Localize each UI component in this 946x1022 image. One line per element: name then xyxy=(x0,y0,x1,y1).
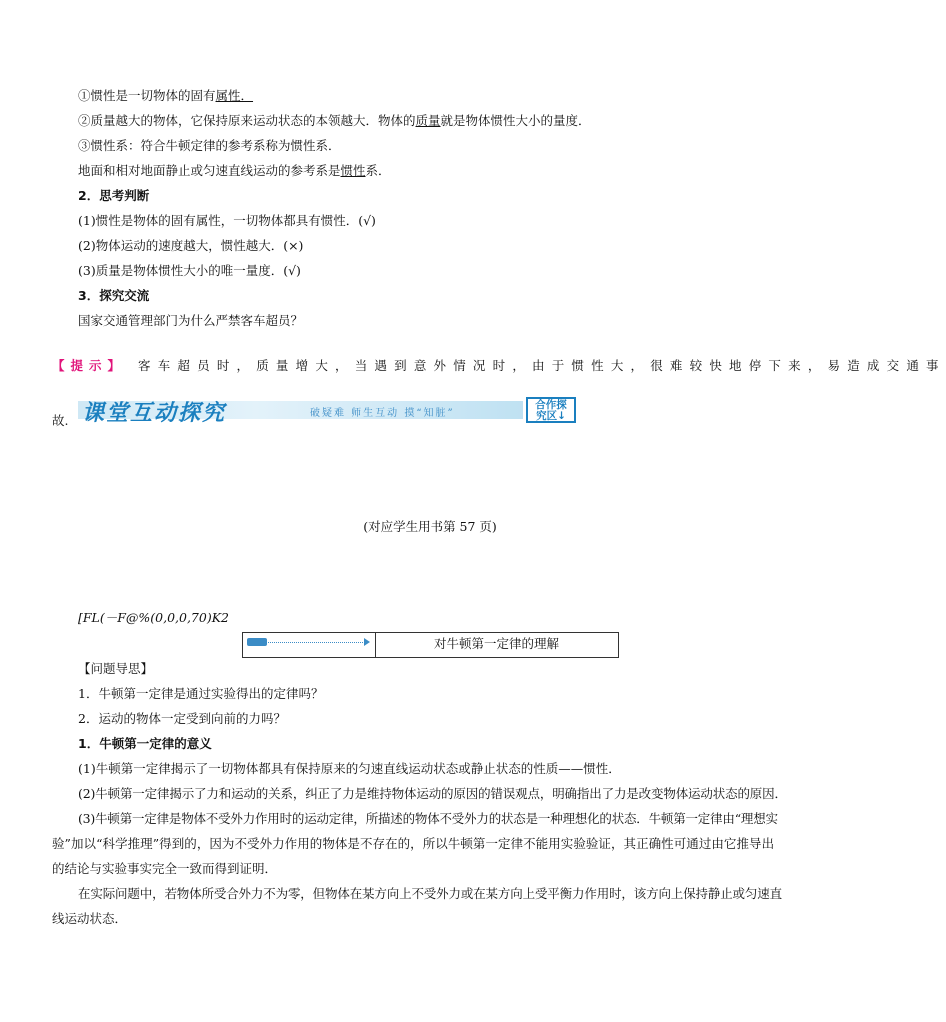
guide-question-2: 2．运动的物体一定受到向前的力吗？ xyxy=(78,711,286,726)
intro-line-4-tail: 系． xyxy=(365,163,391,178)
format-code-line: [FL(－F@%(0,0,0,70)K2 xyxy=(78,610,230,625)
tip-label: 【提示】 xyxy=(52,358,127,373)
meaning-paragraph-1: (1)牛顿第一定律揭示了一切物体都具有保持原来的匀速直线运动状态或静止状态的性质——惯性． xyxy=(78,761,621,776)
intro-line-4-underlined: 惯性 xyxy=(340,163,366,178)
banner-title: 课堂互动探究 xyxy=(82,400,227,426)
guide-heading: 【问题导思】 xyxy=(78,661,154,676)
banner-badge xyxy=(526,397,576,423)
meaning-heading: 1．牛顿第一定律的意义 xyxy=(78,736,212,751)
judge-heading: 2．思考判断 xyxy=(78,188,150,203)
intro-line-3: ③惯性系：符合牛顿定律的参考系称为惯性系． xyxy=(78,138,341,153)
meaning-paragraph-2: (2)牛顿第一定律揭示了力和运动的关系，纠正了力是维持物体运动的原因的错误观点，明确指出了力是改变物体运动状态的原因． xyxy=(78,786,787,801)
intro-line-2-tail: 就是物体惯性大小的量度． xyxy=(440,113,591,128)
meaning-paragraph-3-line-1: (3)牛顿第一定律是物体不受外力作用时的运动定律，所描述的物体不受外力的状态是一种理想化的状态．牛顿第一定律由“理想实 xyxy=(78,811,778,826)
intro-line-1 xyxy=(78,87,253,105)
meaning-paragraph-3-line-2: 验”加以“科学推理”得到的，因为不受外力作用的物体是不存在的，所以牛顿第一定律不能用实验验证，其正确性可通过由它推导出 xyxy=(52,836,775,851)
judge-item-2: (2)物体运动的速度越大，惯性越大．(×) xyxy=(78,238,304,253)
section-title-marker xyxy=(243,633,376,657)
intro-line-1-underlined: 属性． xyxy=(215,88,254,103)
tip-line xyxy=(52,357,946,375)
page-reference: (对应学生用书第 57 页) xyxy=(363,519,497,534)
arrow-right-icon xyxy=(364,638,370,646)
explore-question: 国家交通管理部门为什么严禁客车超员？ xyxy=(78,313,304,328)
banner-badge-line-1: 合作探 xyxy=(535,399,567,411)
tip-text: 客车超员时，质量增大，当遇到意外情况时，由于惯性大，很难较快地停下来，易造成交通事 xyxy=(138,358,946,373)
section-title: 对牛顿第一定律的理解 xyxy=(433,636,559,651)
intro-line-4 xyxy=(78,162,391,180)
guide-question-1: 1．牛顿第一定律是通过实验得出的定律吗？ xyxy=(78,686,324,701)
meaning-paragraph-4-line-1: 在实际问题中，若物体所受合外力不为零，但物体在某方向上不受外力或在某方向上受平衡力作用时，该方向上保持静止或匀速直 xyxy=(78,886,782,901)
judge-item-3: (3)质量是物体惯性大小的唯一量度．(√) xyxy=(78,263,301,278)
intro-line-2-text: ②质量越大的物体，它保持原来运动状态的本领越大．物体的 xyxy=(78,113,416,128)
judge-item-1: (1)惯性是物体的固有属性，一切物体都具有惯性．(√) xyxy=(78,213,376,228)
meaning-paragraph-3-line-3: 的结论与实验事实完全一致而得到证明． xyxy=(52,861,278,876)
intro-line-2 xyxy=(78,112,591,130)
section-banner xyxy=(78,397,578,426)
banner-badge-line-2: 究区↓ xyxy=(536,410,566,422)
banner-subtitle: 破疑难 师生互动 摸“知脏” xyxy=(310,408,455,419)
explore-heading: 3．探究交流 xyxy=(78,288,150,303)
meaning-paragraph-4-line-2: 线运动状态． xyxy=(52,911,128,926)
section-arrow-line xyxy=(249,642,367,643)
tip-tail: 故. xyxy=(52,413,69,428)
section-title-box xyxy=(242,632,619,658)
intro-line-2-underlined: 质量 xyxy=(415,113,441,128)
intro-line-4-text: 地面和相对地面静止或匀速直线运动的参考系是 xyxy=(78,163,341,178)
intro-line-1-text: ①惯性是一切物体的固有 xyxy=(78,88,216,103)
